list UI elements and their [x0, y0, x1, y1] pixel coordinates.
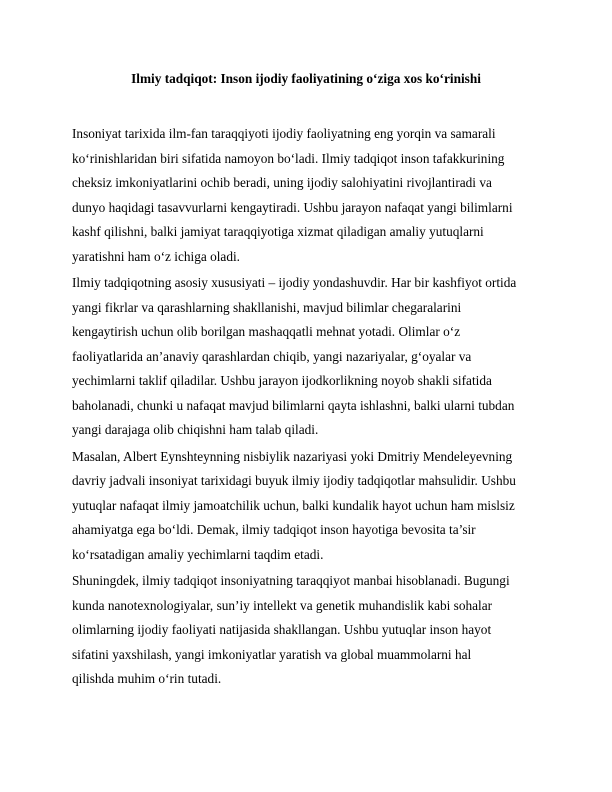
- text-line: yechimlarni taklif qiladilar. Ushbu jarayon ijodkorlikning noyob shakli sifatida: [72, 373, 492, 388]
- text-line: qilishda muhim o‘rin tutadi.: [72, 671, 222, 686]
- text-line: kunda nanotexnologiyalar, sun’iy intellekt va genetik muhandislik kabi sohalar: [72, 597, 493, 613]
- paragraph-2: [72, 271, 542, 443]
- text-line: Insoniyat tarixida ilm-fan taraqqiyoti ijodiy faoliyatning eng yorqin va samarali: [72, 126, 496, 141]
- text-line: yaratishni ham o‘z ichiga oladi.: [72, 248, 241, 264]
- text-line: Masalan, Albert Eynshteynning nisbiylik nazariyasi yoki Dmitriy Mendeleyevning: [72, 448, 513, 464]
- text-line: kashf qilishni, balki jamiyat taraqqiyotiga xizmat qiladigan amaliy yutuqlarni: [72, 224, 484, 239]
- text-line: olimlarning ijodiy faoliyati natijasida shakllangan. Ushbu yutuqlar inson hayot: [72, 622, 492, 637]
- text-line: yangi darajaga olib chiqishni ham talab qiladi.: [72, 422, 319, 437]
- text-line: yangi fikrlar va qarashlarning shakllanishi, mavjud bilimlar chegaralarini: [72, 299, 462, 315]
- text-line: Shuningdek, ilmiy tadqiqot insoniyatning taraqqiyot manbai hisoblanadi. Bugungi: [72, 573, 510, 588]
- text-line: ko‘rsatadigan amaliy yechimlarni taqdim etadi.: [72, 546, 324, 562]
- document-body: [72, 122, 542, 694]
- document-title: Ilmiy tadqiqot: Inson ijodiy faoliyatining o‘ziga xos ko‘rinishi: [131, 71, 481, 86]
- text-line: Ilmiy tadqiqotning asosiy xususiyati – ijodiy yondashuvdir. Har bir kashfiyot ortida: [72, 275, 517, 290]
- text-line: baholanadi, chunki u nafaqat mavjud bilimlarni qayta ishlashni, balki ularni tubdan: [72, 397, 515, 413]
- text-line: ko‘rinishlaridan biri sifatida namoyon bo‘ladi. Ilmiy tadqiqot inson tafakkurining: [72, 150, 505, 166]
- text-line: dunyo haqidagi tasavvurlarni kengaytiradi. Ushbu jarayon nafaqat yangi bilimlarni: [72, 199, 513, 215]
- text-line: faoliyatlarida an’anaviy qarashlardan chiqib, yangi nazariyalar, g‘oyalar va: [72, 348, 472, 364]
- text-line: ahamiyatga ega bo‘ldi. Demak, ilmiy tadqiqot inson hayotiga bevosita ta’sir: [72, 522, 476, 537]
- text-line: davriy jadvali insoniyat tarixidagi buyuk ilmiy ijodiy tadqiqotlar mahsulidir. Ushbu: [72, 473, 516, 488]
- paragraph-4: [72, 569, 542, 692]
- paragraph-3: [72, 445, 542, 568]
- text-line: sifatini yaxshilash, yangi imkoniyatlar yaratish va global muammolarni hal: [72, 646, 472, 662]
- text-line: yutuqlar nafaqat ilmiy jamoatchilik uchun, balki kundalik hayot uchun ham mislsiz: [72, 497, 515, 513]
- text-line: cheksiz imkoniyatlarini ochib beradi, uning ijodiy salohiyatini rivojlantiradi va: [72, 175, 492, 190]
- paragraph-1: [72, 122, 542, 269]
- text-line: kengaytirish uchun olib borilgan mashaqqatli mehnat yotadi. Olimlar o‘z: [72, 324, 461, 339]
